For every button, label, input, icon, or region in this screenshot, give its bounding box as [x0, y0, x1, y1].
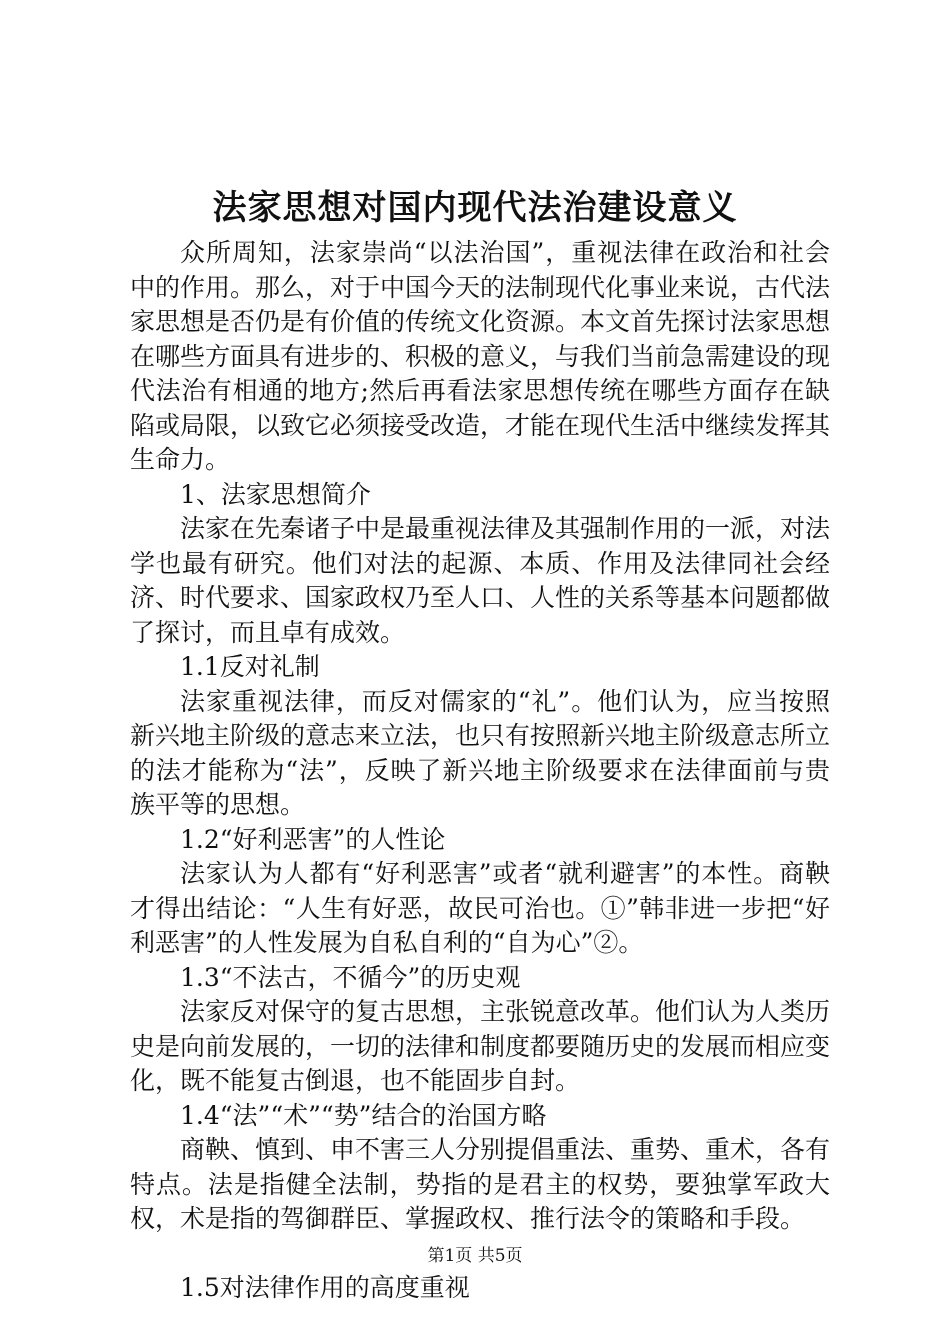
paragraph-intro: 众所周知，法家崇尚“以法治国”，重视法律在政治和社会中的作用。那么，对于中国今天的法制现代化事业来说，古代法家思想是否仍是有价值的传统文化资源。本文首先探讨法家思想在哪些方面具有进步的、积极的意义，与我们当前急需建设的现代法治有相通的地方;然后再看法家思想传统在哪些方面存在缺陷或局限，以致它必须接受改造，才能在现代生活中继续发挥其生命力。 — [130, 238, 831, 474]
paragraph-human-nature: 法家认为人都有“好利恶害”或者“就利避害”的本性。商鞅才得出结论：“人生有好恶，故民可治也。①”韩非进一步把“好利恶害”的人性发展为自私自利的“自为心”②。 — [130, 859, 830, 957]
section-heading-1-1: 1.1反对礼制 — [180, 652, 320, 681]
section-heading-1-2: 1.2“好利恶害”的人性论 — [180, 824, 446, 854]
section-heading-1-3: 1.3“不法古，不循今”的历史观 — [180, 962, 521, 992]
paragraph-history-view: 法家反对保守的复古思想，主张锐意改革。他们认为人类历史是向前发展的，一切的法律和制度都要随历史的发展而相应变化，既不能复古倒退，也不能固步自封。 — [130, 997, 831, 1095]
paragraph-anti-ritual: 法家重视法律，而反对儒家的“礼”。他们认为，应当按照新兴地主阶级的意志来立法，也只有按照新兴地主阶级意志所立的法才能称为“法”，反映了新兴地主阶级要求在法律面前与贵族平等的思想。 — [130, 686, 831, 819]
section-heading-1-5: 1.5对法律作用的高度重视 — [180, 1272, 470, 1302]
page-number: 第1页 共5页 — [427, 1246, 523, 1266]
section-heading-1: 1、法家思想简介 — [180, 479, 371, 509]
paragraph-overview: 法家在先秦诸子中是最重视法律及其强制作用的一派，对法学也最有研究。他们对法的起源、本质、作用及法律同社会经济、时代要求、国家政权乃至人口、人性的关系等基本问题都做了探讨，而且卓有成效。 — [130, 514, 831, 647]
document-body — [130, 236, 830, 1305]
section-heading-1-4: 1.4“法”“术”“势”结合的治国方略 — [180, 1100, 547, 1130]
document-title: 法家思想对国内现代法治建设意义 — [212, 188, 738, 228]
paragraph-governance: 商鞅、慎到、申不害三人分别提倡重法、重势、重术，各有特点。法是指健全法制，势指的是君主的权势，要独掌军政大权，术是指的驾御群臣、掌握政权、推行法令的策略和手段。 — [130, 1135, 831, 1233]
